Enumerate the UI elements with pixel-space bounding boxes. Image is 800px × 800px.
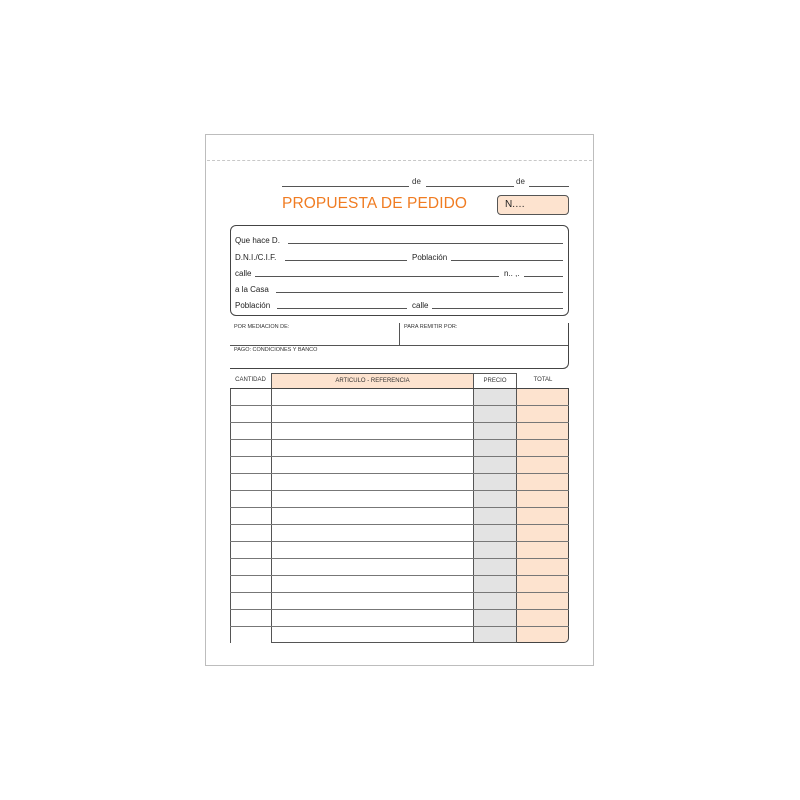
table-row [230, 524, 569, 525]
header-cantidad: CANTIDAD [235, 377, 266, 383]
header-total: TOTAL [533, 377, 553, 383]
numero-field[interactable] [524, 269, 563, 277]
order-number-field[interactable] [497, 195, 569, 215]
calle-field-1[interactable] [255, 269, 499, 277]
date-de-label-2: de [516, 177, 525, 186]
a-la-casa-label: a la Casa [235, 285, 269, 294]
shipping-box [230, 323, 569, 369]
dni-label: D.N.I./C.I.F. [235, 253, 277, 262]
poblacion-label-2: Población [235, 301, 271, 310]
table-row [230, 388, 569, 389]
column-total[interactable] [517, 388, 569, 643]
table-row [230, 558, 569, 559]
column-cantidad[interactable] [230, 388, 271, 643]
calle-label-1: calle [235, 269, 252, 278]
que-hace-label: Que hace D. [235, 236, 280, 245]
calle-label-2: calle [412, 301, 429, 310]
table-row [230, 456, 569, 457]
poblacion-field-2[interactable] [277, 301, 407, 309]
table-row [230, 490, 569, 491]
column-articulo[interactable] [271, 388, 474, 643]
date-month-field[interactable] [426, 176, 514, 187]
perforation-line [207, 160, 592, 161]
dni-field[interactable] [285, 253, 407, 261]
a-la-casa-field[interactable] [276, 285, 563, 293]
table-row [230, 626, 569, 627]
table-row [230, 439, 569, 440]
column-precio[interactable] [474, 388, 517, 643]
table-row [230, 592, 569, 593]
date-year-field[interactable] [529, 176, 569, 187]
table-row [230, 609, 569, 610]
order-number-label: N.… [505, 199, 525, 210]
numero-label: n.. ,. [504, 269, 520, 278]
shipping-divider-horizontal [230, 345, 568, 346]
shipping-divider-vertical [399, 323, 400, 345]
pago-label: PAGO: CONDICIONES Y BANCO [234, 347, 318, 353]
header-articulo: ARTICULO - REFERENCIA [271, 373, 474, 388]
header-precio: PRECIO [474, 373, 517, 388]
table-row [230, 507, 569, 508]
table-row [230, 405, 569, 406]
poblacion-field-1[interactable] [451, 253, 563, 261]
que-hace-field[interactable] [288, 236, 563, 244]
table-row [230, 575, 569, 576]
calle-field-2[interactable] [432, 301, 563, 309]
table-row [230, 541, 569, 542]
date-de-label-1: de [412, 177, 421, 186]
poblacion-label-1: Población [412, 253, 448, 262]
mediacion-label: POR MEDIACION DE: [234, 324, 290, 330]
table-row [230, 422, 569, 423]
table-row [230, 473, 569, 474]
date-place-field[interactable] [282, 176, 409, 187]
remitir-label: PARA REMITIR POR: [404, 324, 458, 330]
form-title: PROPUESTA DE PEDIDO [282, 195, 468, 212]
order-table [230, 373, 569, 644]
